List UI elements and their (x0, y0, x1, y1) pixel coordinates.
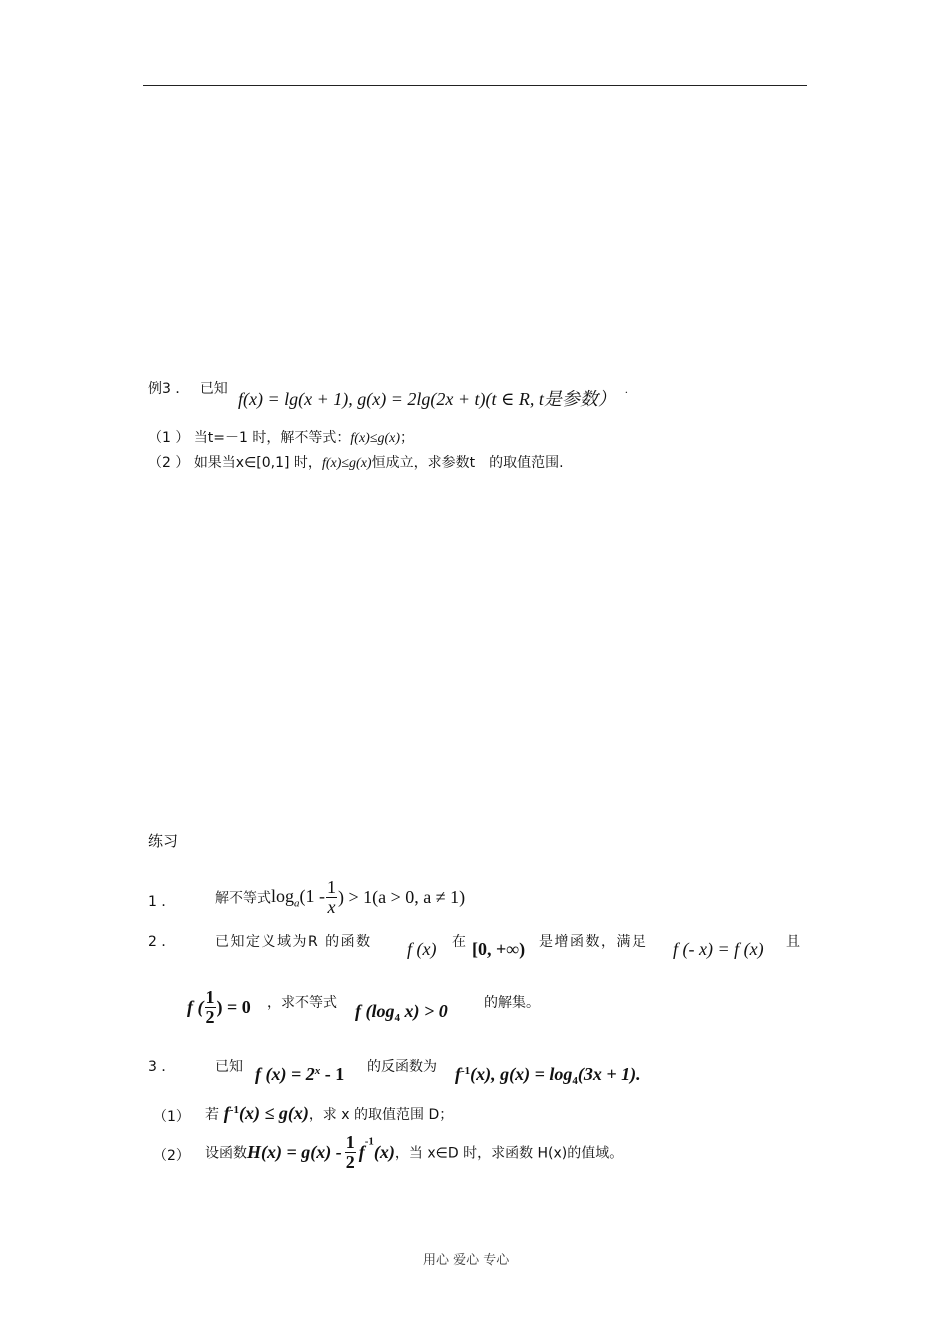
fraction-numerator: 1 (345, 1132, 355, 1152)
fraction (326, 878, 337, 917)
math: (x) ≤ g(x) (238, 1103, 309, 1123)
part-text-2: 恒成立，求参数t 的取值范围. (371, 455, 564, 471)
fraction (345, 1133, 356, 1172)
question-3-text-a: 已知 (215, 1059, 243, 1075)
math-sup: -1 (461, 1065, 471, 1077)
part-text: 如果当x∈[0,1] 时， (193, 455, 322, 471)
fraction (205, 988, 216, 1027)
math: f ( (187, 996, 204, 1017)
header-rule (143, 85, 807, 86)
text: ，求 x 的取值范围 D； (308, 1107, 454, 1123)
example-lead: 已知 (199, 381, 228, 397)
math-part: ) > 1(a > 0, a ≠ 1) (338, 886, 466, 907)
math: f (x) (407, 939, 437, 959)
math-sub: a (294, 897, 300, 910)
fraction-numerator: 1 (327, 877, 337, 897)
question-text: 解不等式 (215, 890, 271, 907)
question-1 (215, 878, 465, 917)
text: 设函数 (205, 1145, 247, 1162)
math: - 1 (320, 1064, 345, 1084)
formula-text: f(x) = lg(x + 1), g(x) = 2lg(2x + t)(t ∈ R, t是参数） (238, 389, 616, 409)
question-2-fx (407, 939, 436, 960)
math: ) = 0 (216, 996, 251, 1017)
fraction-denominator: 2 (205, 1006, 215, 1027)
question-2-text-c: 是增函数，满足 (539, 934, 648, 950)
math-sup: -1 (229, 1104, 239, 1116)
math: x) > 0 (400, 1001, 448, 1021)
question-2-text-d: 且 (786, 934, 800, 950)
math-sup: x (314, 1065, 321, 1077)
part-math: f(x)≤g(x) (350, 431, 401, 446)
math-sup: -1 (364, 1135, 374, 1148)
math: (x) (373, 1141, 395, 1162)
example-3-formula (238, 385, 628, 411)
question-2-text-a: 已知定义域为R 的函数 (215, 934, 372, 950)
question-2-condition (673, 939, 764, 960)
text: ，当 x∈D 时，求函数 H(x)的值域。 (394, 1145, 624, 1162)
question-3-text-b: 的反函数为 (367, 1059, 437, 1075)
question-2-line-2 (187, 988, 251, 1027)
sub-question-2 (205, 1133, 623, 1172)
example-3-part-1 (148, 427, 414, 447)
part-end: ； (400, 430, 415, 446)
math: f (455, 1064, 461, 1084)
math: (3x + 1). (577, 1064, 641, 1084)
page-footer: 用心 爱心 专心 (423, 1253, 510, 1268)
math: f (- x) = f (x) (673, 939, 764, 959)
question-3-definition (255, 1064, 344, 1085)
formula-trail: · (624, 385, 629, 399)
fraction-numerator: 1 (205, 987, 215, 1007)
part-number: （1 ） (148, 430, 190, 446)
math: f (log (355, 1001, 395, 1021)
sub-question-1 (205, 1103, 453, 1124)
math: f (358, 1141, 365, 1162)
sub-question-1-number: （1） (153, 1109, 190, 1125)
example-3-part-2 (148, 452, 564, 472)
fraction-denominator: x (327, 896, 336, 917)
example-label: 例3 ． (148, 381, 190, 397)
question-2-text-b: 在 (452, 934, 466, 950)
fraction-denominator: 2 (345, 1151, 355, 1172)
math-log: log (271, 885, 295, 906)
sub-question-2-number: （2） (153, 1148, 190, 1164)
math-part: (1 - (299, 885, 326, 906)
example-3-label (148, 378, 228, 398)
question-1-number: 1 ． (148, 894, 176, 910)
text: 若 (205, 1107, 219, 1123)
question-3-inverse (455, 1064, 641, 1087)
question-2-interval: [0, +∞) (472, 939, 526, 959)
part-number: （2 ） (148, 455, 190, 471)
part-math: f(x)≤g(x) (321, 456, 372, 471)
math-sub: 4 (572, 1075, 578, 1087)
math: H(x) = g(x) - (247, 1141, 342, 1162)
question-2-text-f: 的解集。 (484, 995, 540, 1011)
question-2-number: 2 ． (148, 934, 176, 950)
math: f (223, 1103, 230, 1123)
question-2-inequality (355, 1001, 448, 1024)
math: f (x) = 2 (255, 1064, 315, 1084)
math-sub: 4 (394, 1012, 400, 1024)
question-3-number: 3 ． (148, 1059, 176, 1075)
practice-title: 练习 (148, 832, 179, 850)
part-text: 当t=－1 时，解不等式： (193, 430, 351, 446)
question-2-text-e: ，求不等式 (267, 995, 337, 1011)
math: (x), g(x) = log (470, 1064, 573, 1084)
